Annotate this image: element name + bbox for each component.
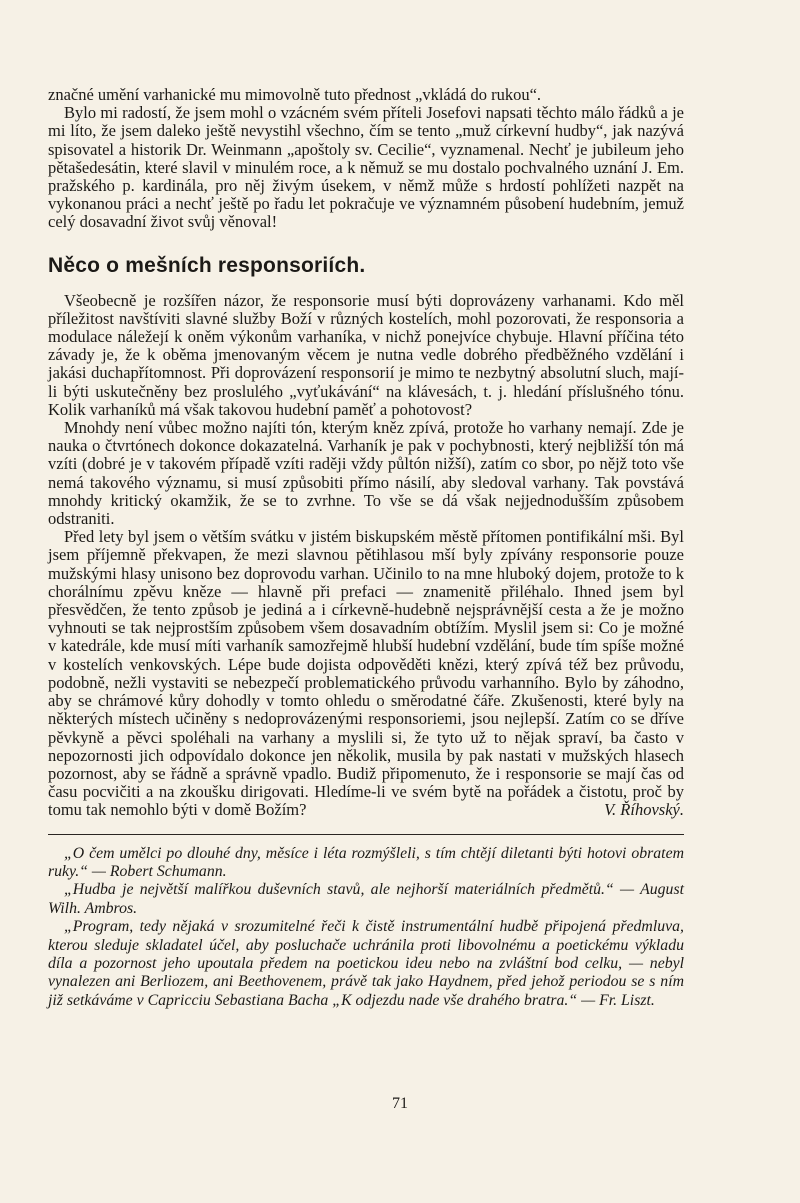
section-divider (48, 834, 684, 835)
article-heading: Něco o mešních responsoriích. (48, 253, 366, 277)
article-signature: V. Říhovský. (604, 800, 684, 820)
article-end-paragraph-1: značné umění varhanické mu mimovolně tuto přednost „vkládá do rukou“. (48, 85, 542, 104)
quote-schumann: „O čem umělci po dlouhé dny, měsíce i léta rozmýšleli, s tím chtějí diletanti býti hotovi obratem ruky.“ — Robert Schumann. (48, 844, 684, 880)
quote-liszt: „Program, tedy nějaká v srozumitelné řeči k čistě instrumentální hudbě připojená předmluva, kterou sleduje skladatel účel, aby posluchače uchránila proti libovolnému a poetickému výkladu díla a pozornost jeho upoutala předem na poetickou ideu nebo na zvláštní bod celku, — nebyl vynalezen ani Berliozem, ani Beethovenem, právě tak jako Haydnem, před jehož periodou se s ním již setkáváme v Capricciu Sebastiana Bacha „K odjezdu nade vše drahého bratra.“ — Fr. Liszt. (48, 918, 684, 1009)
page-content (48, 86, 684, 1010)
article-paragraph-1: Všeobecně je rozšířen názor, že responsorie musí býti doprovázeny varhanami. Kdo měl příležitost navštíviti slavné služby Boží v různých kostelích, mohl pozorovati, že responsoria a modulace náležejí k oněm výkonům varhaníka, v nichž ponejvíce chybuje. Hlavní příčina této závady je, že k oběma jmenovaným věcem je nutna vedle dobrého předběžného vzdělání i jakási duchapřítomnost. Při doprovázení responsorií je mimo te nezbytný absolutní sluch, mají-li býti uskutečněny bez proslulého „vyťukávání“ na klávesách, t. j. hledání příslušného tónu. Kolik varhaníků má však takovou hudební paměť a pohotovost? (48, 290, 684, 419)
article-paragraph-3 (48, 528, 684, 819)
article-paragraph-2: Mnohdy není vůbec možno najíti tón, kterým kněz zpívá, protože ho varhany nemají. Zde je nauka o čtvrtónech dokonce dokazatelná. Varhaník je pak v pochybnosti, který nejbližší tón má vzíti (dobré je v takovém případě vzíti raději vždy půltón nižší), zatím co sbor, po nějž toto vše nemá takového významu, si musí způsobiti přímo násilí, aby sledoval varhany. Tak povstává mnohdy kritický okamžik, že se to zvrhne. To vše se dá však nejjednodušším způsobem odstraniti. (48, 418, 684, 529)
article-end-paragraph-2: Bylo mi radostí, že jsem mohl o vzácném svém příteli Josefovi napsati těchto málo řádků a je mi líto, že jsem daleko ještě nevystihl všechno, čím se tento „muž církevní hudby“, jak nazývá spisovatel a historik Dr. Weinmann „apoštoly sv. Cecilie“, vyznamenal. Nechť je jubileum jeho pětašedesátin, které slavil v minulém roce, a k němuž se mu dostalo pochvalného uznání J. Em. pražského p. kardinála, pro něj živým úsekem, v němž může s hrdostí pohlížeti nazpět na vykonanou práci a nechť ještě po řadu let pokračuje ve významném působení hudebním, jemuž celý dosavadní život svůj věnoval! (48, 103, 684, 232)
page-number: 71 (392, 1095, 408, 1112)
quotes-section (48, 845, 684, 1011)
article-paragraph-3-text: Před lety byl jsem o větším svátku v jistém biskupském městě přítomen pontifikální mši. Byl jsem příjemně překvapen, že mezi slavnou pětihlasou mší byly zpívány responsorie pouze mužskými hlasy unisono bez doprovodu varhan. Učinilo to na mne hluboký dojem, protože to k chorálnímu zpěvu kněze — hlavně při prefaci — znamenitě přiléhalo. Ihned jsem byl přesvědčen, že tento způsob je jediná a i církevně-hudebně nejsprávnější cesta a že je možno vyhnouti se tak nejprostším způsobem všem dosavadním obtížím. Myslil jsem si: Co je možné v katedrále, kde musí míti varhaník samozřejmě hlubší hudební vzdělání, bude tím spíše možné v kostelích venkovských. Lépe bude dojista odpověděti knězi, který zpívá též bez průvodu, podobně, nežli vystaviti se nebezpečí problematického průvodu varhanního. Bylo by záhodno, aby se chrámové kůry dohodly v tomto ohledu o směrodatné čáře. Zkušenosti, které byly na některých místech učiněny s nedoprovázenými responsoriemi, jsou nejlepší. Zatím co se dříve pěvkyně a pěvci spoléhali na varhany a myslili si, že tyto už to nějak spraví, ba často v nepozornosti jich odpovídalo dokonce jen několik, musila by pak nastati v mužských hlasech pozornost, aby se řádně a správně vpadlo. Budiž připomenuto, že i responsorie se mají čas od času pocvičiti a na zkoušku dirigovati. Hledíme-li ve svém bytě na pořádek a čistotu, proč by tomu tak nemohlo býti v domě Božím? (48, 527, 684, 820)
quote-ambros: „Hudba je největší malířkou duševních stavů, ale nejhorší materiálních předmětů.“ — August Wilh. Ambros. (48, 881, 684, 917)
